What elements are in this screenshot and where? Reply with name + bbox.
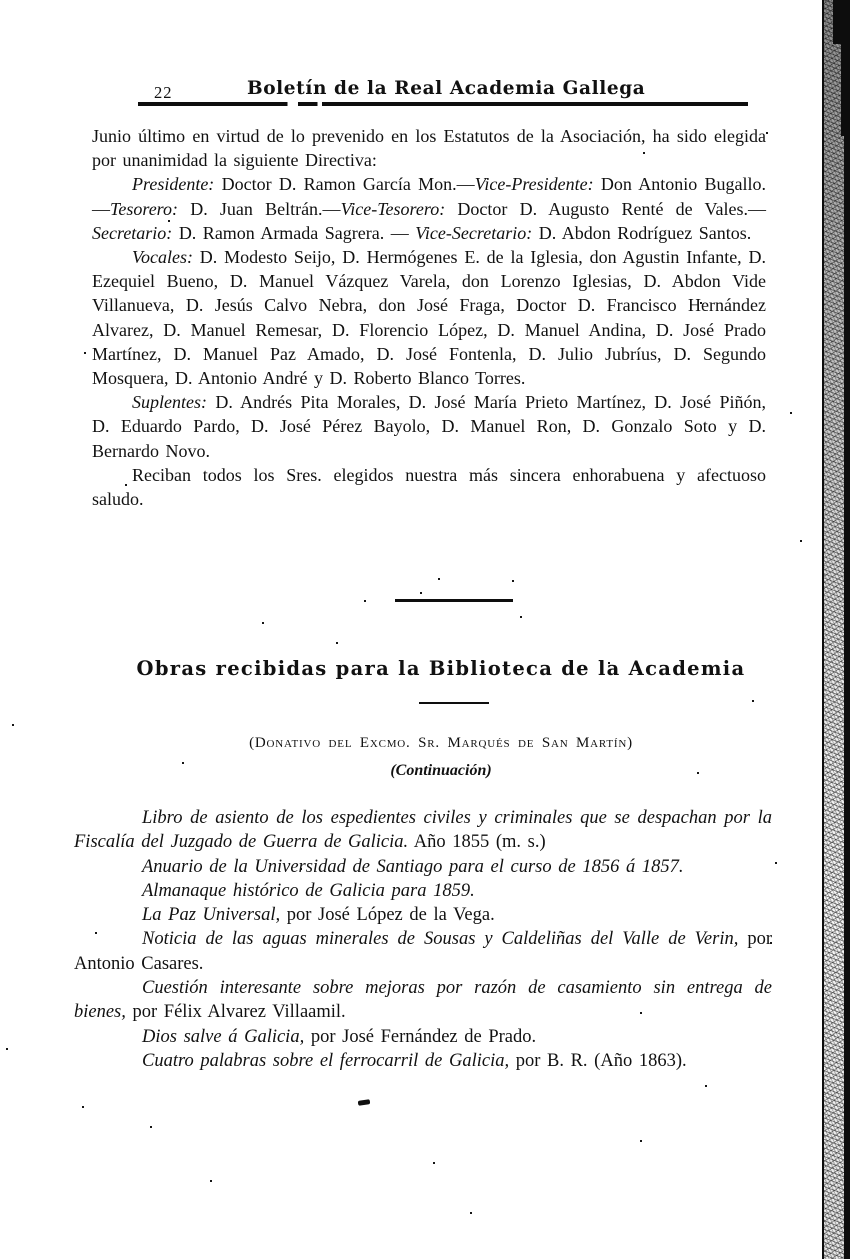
text-segment: Cuatro palabras sobre el ferrocarril de Galicia, <box>142 1050 510 1071</box>
paragraph-directiva <box>92 172 766 245</box>
text-segment: Tesorero: <box>110 198 179 219</box>
ink-smudge <box>358 1099 371 1106</box>
text-segment: D. Ramon Armada Sagrera. — <box>172 222 416 243</box>
book-list <box>74 806 772 1073</box>
paragraph-closing: Reciban todos los Sres. elegidos nuestra más sincera enhorabuena y afectuoso saludo. <box>92 464 766 510</box>
scan-edge-artifact <box>822 0 850 1259</box>
text-segment: Doctor D. Augusto Renté de Vales.— <box>445 198 766 219</box>
book-entry <box>74 903 772 927</box>
text-segment: por José Fernández de Prado. <box>304 1026 537 1047</box>
text-segment: D. Juan Beltrán.— <box>178 198 341 219</box>
header-rule <box>138 102 748 106</box>
text-segment: por Félix Alvarez Villaamil. <box>125 1002 346 1023</box>
text-segment: Vice-Secretario: <box>415 222 533 243</box>
article-body <box>92 124 766 511</box>
text-segment: Almanaque histórico de Galicia para 1859. <box>142 880 475 901</box>
book-entry <box>74 976 772 1025</box>
text-segment: Vocales: <box>132 247 193 268</box>
paragraph-suplentes <box>92 390 766 463</box>
scan-edge-artifact-top <box>833 0 850 44</box>
paragraph-intro: Junio último en virtud de lo prevenido en los Estatutos de la Asociación, ha sido elegida por unanimidad la siguiente Directiva: <box>92 126 766 171</box>
text-segment: Presidente: <box>132 174 215 195</box>
section-title: Obras recibidas para la Biblioteca de la Academia <box>136 657 746 680</box>
text-segment: Vice-Presidente: <box>474 174 594 195</box>
text-segment: Vice-Tesorero: <box>340 198 446 219</box>
book-entry <box>74 1049 772 1073</box>
section-divider-small <box>419 702 489 704</box>
text-segment: por B. R. (Año 1863). <box>509 1050 687 1071</box>
scan-noise-specks <box>0 0 2 2</box>
book-entry <box>74 806 772 855</box>
donor-note: (Donativo del Excmo. Sr. Marqués de San Martín) <box>249 735 633 751</box>
text-segment: D. Andrés Pita Morales, D. José María Prieto Martínez, D. José Piñón, D. Eduardo Pardo, D. José Pérez Bayolo, D. Manuel Ron, D. Gonzalo Soto y D. Bernardo Novo. <box>92 392 766 461</box>
paragraph-vocales <box>92 245 766 390</box>
text-segment: Suplentes: <box>132 392 207 413</box>
text-segment: Anuario de la Universidad de Santiago para el curso de 1856 á 1857. <box>142 856 684 877</box>
text-segment: por José López de la Vega. <box>280 905 495 926</box>
text-segment: D. Abdon Rodríguez Santos. <box>532 222 752 243</box>
text-segment: Don Antonio Bugallo.— <box>92 174 766 219</box>
text-segment: Dios salve á Galicia, <box>142 1026 305 1047</box>
text-segment: por Antonio Casares. <box>74 929 772 974</box>
page-number: 22 <box>154 83 173 102</box>
book-entry <box>74 927 772 976</box>
text-segment: Libro de asiento de los espedientes civiles y criminales que se despachan por la Fiscalía del Juzgado de Guerra de Galicia. <box>74 808 772 853</box>
continuation-note: (Continuación) <box>390 762 492 779</box>
book-entry <box>74 1025 772 1049</box>
text-segment: La Paz Universal, <box>142 905 281 926</box>
book-entry <box>74 855 772 879</box>
text-segment: Doctor D. Ramon García Mon.— <box>214 174 475 195</box>
journal-title: Boletín de la Real Academia Gallega <box>247 78 646 99</box>
text-segment: Noticia de las aguas minerales de Sousas y Caldeliñas del Valle de Verin, <box>142 929 739 950</box>
text-segment: Año 1855 (m. s.) <box>408 832 546 853</box>
text-segment: Cuestión interesante sobre mejoras por razón de casamiento sin entrega de bienes, <box>74 978 772 1023</box>
text-segment: D. Modesto Seijo, D. Hermógenes E. de la Iglesia, don Agustin Infante, D. Ezequiel Bueno, D. Manuel Vázquez Varela, don Lorenzo Iglesias, D. Abdon Vide Villanueva, D. Jesús Calvo Nebra, don José Fraga, Doctor D. Francisco Hernández Alvarez, D. Manuel Remesar, D. Florencio López, D. Manuel Andina, D. José Prado Martínez, D. Manuel Paz Amado, D. José Fontenla, D. Julio Jubríus, D. Segundo Mosquera, D. Antonio André y D. Roberto Blanco Torres. <box>92 247 766 389</box>
book-entry <box>74 879 772 903</box>
section-divider-top <box>395 599 513 602</box>
scan-edge-artifact-step <box>841 44 850 136</box>
text-segment: Secretario: <box>92 222 173 243</box>
